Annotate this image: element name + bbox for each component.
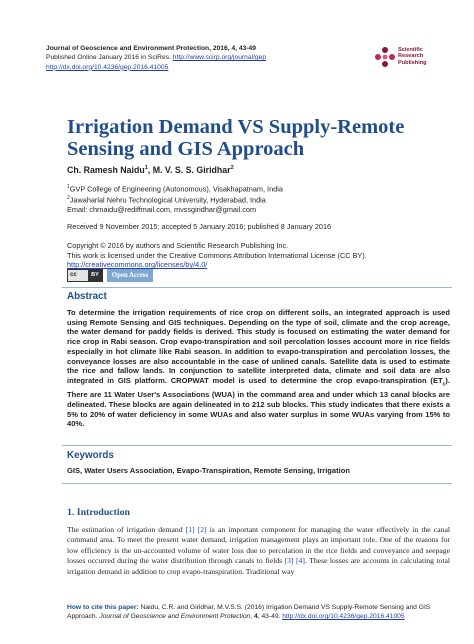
publisher-logo xyxy=(374,44,444,74)
logo-line-3: Publishing xyxy=(398,59,427,66)
abstract-body xyxy=(67,308,450,429)
citation-ref-2[interactable]: [2] xyxy=(197,525,207,534)
cite-text-1: Naidu, C.R. and Giridhar, M.V.S.S. (2016) Irrigation Demand VS Supply-Remote Sensing and GIS Approach. xyxy=(67,604,431,621)
introduction-heading: 1. Introduction xyxy=(67,507,130,518)
intro-text-5: . These losses are accounts in calculating total irrigation demand in addition to crop evapo-transpiration. Traditional way xyxy=(67,556,450,576)
citation-ref-1[interactable]: [1] xyxy=(185,525,195,534)
cc-icon: cc xyxy=(70,272,77,278)
intro-text-3: is an important component for managing the water effectively in the canal command area. To meet the present water demand, irrigation management plays an important role. One of the reasons for low efficiency is the un-accounted volume of water loss due to percolation in the rice fields and conveyance and seepage losses occurred during the water distribution through canals to fields xyxy=(67,525,450,566)
author-separator: , xyxy=(147,165,153,175)
cc-by-badge[interactable] xyxy=(67,269,103,282)
published-prefix: Published Online January 2016 in SciRes. xyxy=(46,54,171,62)
title-line-1: Irrigation Demand VS Supply-Remote xyxy=(67,116,405,138)
logo-line-2: Research xyxy=(398,53,424,60)
journal-name: Journal of Geoscience and Environment Protection, 2016, 4, 43-49 xyxy=(46,45,256,52)
paper-title xyxy=(67,116,447,160)
affiliation-1-text: GVP College of Engineering (Autonomous), Visakhapatnam, India xyxy=(69,184,283,194)
affiliation-2 xyxy=(67,194,283,205)
title-line-2: Sensing and GIS Approach xyxy=(67,138,305,160)
copyright-line: Copyright © 2016 by authors and Scientific Research Publishing Inc. xyxy=(67,241,289,250)
cite-journal: Journal of Geoscience and Environment Protection xyxy=(99,613,251,621)
cite-label: How to cite this paper: xyxy=(67,604,139,611)
author-2-affil-mark: 2 xyxy=(230,165,234,172)
license-link[interactable]: http://creativecommons.org/licenses/by/4.0/ xyxy=(67,260,208,270)
affiliation-1 xyxy=(67,183,283,194)
scirp-logo-icon xyxy=(374,46,396,68)
affiliation-2-mark: 2 xyxy=(67,195,70,202)
author-1: Ch. Ramesh Naidu xyxy=(67,165,145,175)
author-1-affil-mark: 1 xyxy=(144,165,148,172)
email-line: Email: chrnaidu@rediffmail.com, mvssgiridhar@gmail.com xyxy=(67,205,257,215)
by-icon: BY xyxy=(88,270,102,281)
cite-text-2: , xyxy=(250,613,254,621)
divider xyxy=(62,483,452,484)
divider xyxy=(62,287,452,288)
cite-volume: 4 xyxy=(254,613,258,621)
divider xyxy=(62,445,452,446)
author-list xyxy=(67,165,234,175)
abstract-text-part-2: ). There are 11 Water User's Associations (WUA) in the command area and under which 13 canal blocks are delineated. These blocks are again delineated in to 212 sub blocks. This study indicates that there exists a 5% to 20% of water deficiency in some WUAs and also water surplus in some WUAs varying from 15% to 40%. xyxy=(67,375,450,429)
abstract-subscript: c xyxy=(442,381,446,388)
abstract-text-part-1: To determine the irrigation requirements of rice crop on different soils, an integrated approach is used using Remote Sensing and GIS techniques. Depending on the type of soil, climate and the crop acreage, the water demand for paddy fields is derived. This study is focused on estimating the water demand for rice crop in Rabi season. Crop evapo-transpiration and soil percolation losses account more in rice fields especially in hot climate like Rabi season. In addition to evapo-transpiration and percolation losses, the conveyance losses are also accountable in the case of unlined canals. Satellite data is used to estimate the rice and fallow lands. In conjunction to satellite interpreted data, climate and soil data are also integrated in GIS platform. CROPWAT model is used to determine the crop evapo-transpiration (ET xyxy=(67,308,450,385)
citation-ref-3[interactable]: [3] xyxy=(284,556,294,566)
logo-line-1: Scientific xyxy=(398,47,423,53)
copyright-block xyxy=(67,241,447,270)
keywords-heading: Keywords xyxy=(67,450,114,461)
intro-text-1: The estimation of irrigation demand xyxy=(67,525,186,534)
affiliations xyxy=(67,183,283,215)
introduction-body xyxy=(67,525,450,577)
license-line: This work is licensed under the Creative Commons Attribution International License (CC BY). xyxy=(67,250,367,260)
cite-text-3: , 43-49. xyxy=(257,613,283,621)
logo-wordmark xyxy=(398,47,427,66)
received-dates: Received 9 November 2015; accepted 5 January 2016; published 8 January 2016 xyxy=(67,222,332,231)
journal-header xyxy=(46,44,346,72)
doi-link[interactable]: http://dx.doi.org/10.4236/gep.2016.41005 xyxy=(46,63,169,71)
author-2: M. V. S. S. Giridhar xyxy=(152,165,231,175)
journal-url-link[interactable]: http://www.scirp.org/journal/gep xyxy=(172,54,267,62)
cite-doi-link[interactable]: http://dx.doi.org/10.4236/gep.2016.41005 xyxy=(282,613,405,621)
citation-ref-4[interactable]: [4] xyxy=(295,556,305,566)
affiliation-2-text: Jawaharlal Nehru Technological University, Hyderabad, India xyxy=(69,195,266,205)
open-access-badge[interactable]: Open Access xyxy=(107,269,153,282)
published-line xyxy=(46,53,346,62)
abstract-heading: Abstract xyxy=(67,291,107,302)
how-to-cite xyxy=(67,603,450,621)
keywords-body: GIS, Water Users Association, Evapo-Transpiration, Remote Sensing, Irrigation xyxy=(67,466,350,475)
affiliation-1-mark: 1 xyxy=(67,184,70,190)
